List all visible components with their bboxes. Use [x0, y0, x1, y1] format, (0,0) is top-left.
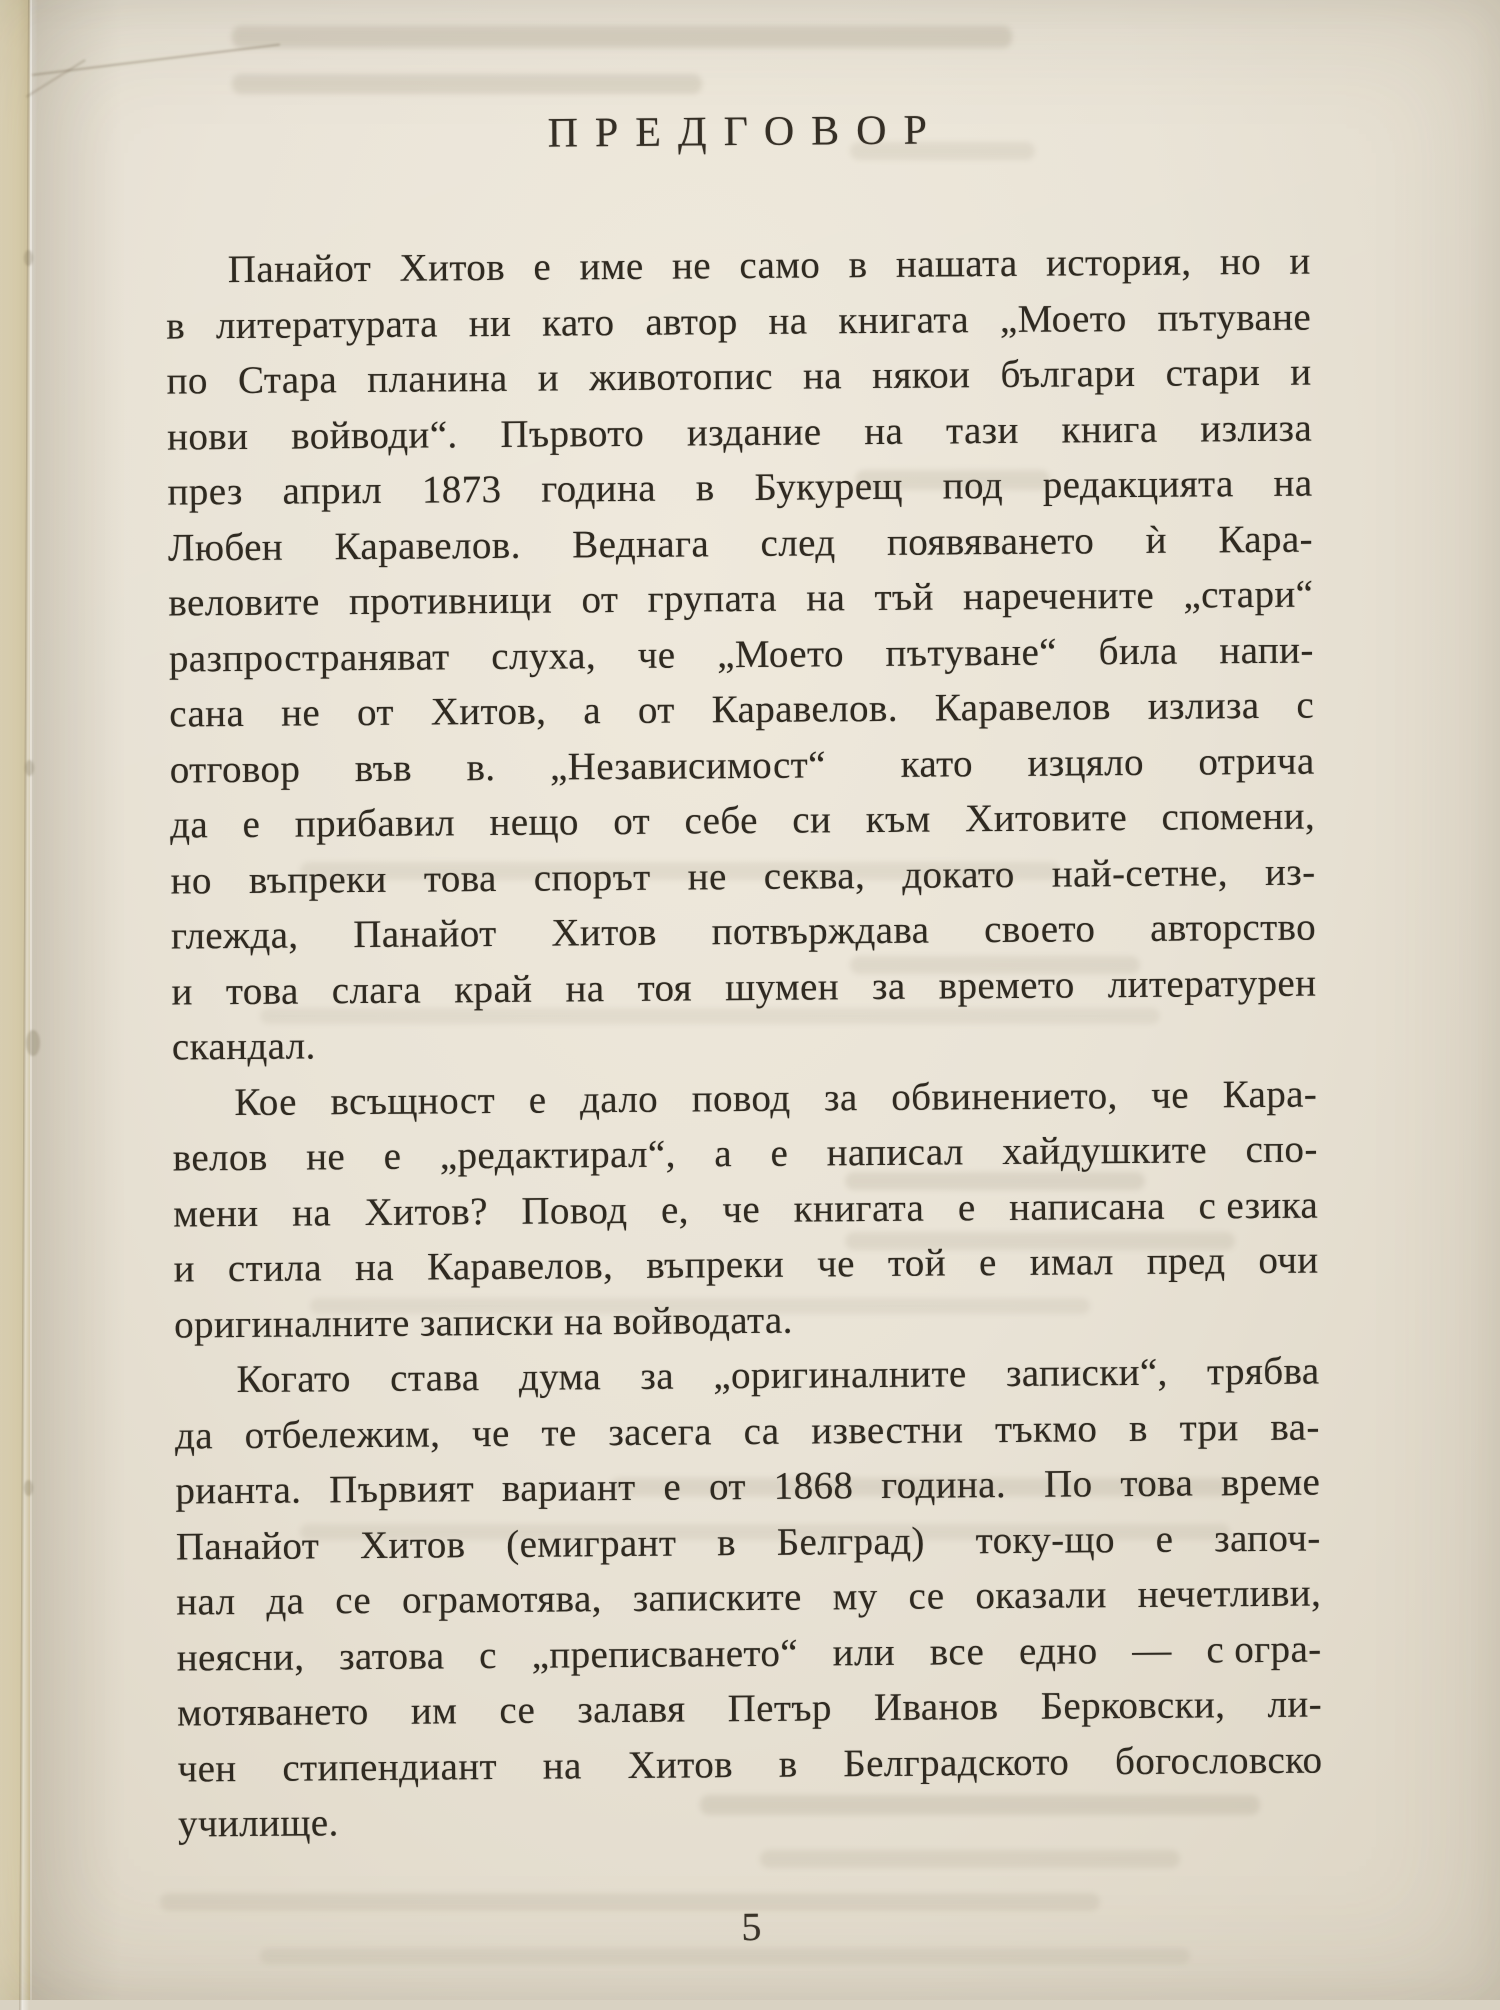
text-line: неясни, затова с „преписването“ или все едно — с огра- — [176, 1627, 1322, 1680]
text-line: училище. — [177, 1801, 339, 1846]
text-line: Когато става дума за „оригиналните записки“, трябва — [236, 1349, 1320, 1402]
text-line: Любен Каравелов. Веднага след появяването ѝ Кара- — [167, 517, 1314, 570]
text-line: и стила на Каравелов, въпреки че той е имал пред очи — [173, 1238, 1319, 1291]
text-line: и това слага край на тоя шумен за времето литературен — [171, 961, 1317, 1014]
text-line: да е прибавил нещо от себе си към Хитовите спомени, — [170, 794, 1316, 847]
body-text — [166, 239, 1324, 1857]
page-number: 5 — [741, 1903, 762, 1950]
page-title: ПРЕДГОВОР — [547, 107, 945, 157]
text-line: в литературата ни като автор на книгата „Моето пътуване — [166, 295, 1312, 348]
text-line: сана не от Хитов, а от Каравелов. Каравелов излиза с — [169, 683, 1315, 736]
text-line: по Стара планина и животопис на някои българи стари и — [166, 350, 1312, 403]
text-line: но въпреки това спорът не секва, докато най-сетне, из- — [170, 850, 1316, 903]
text-line: веловите противници от групата на тъй наречените „стари“ — [168, 572, 1314, 625]
text-line: Панайот Хитов (емигрант в Белград) току-що е започ- — [175, 1516, 1321, 1569]
text-line: оригиналните записки на войводата. — [173, 1298, 793, 1347]
text-line: нал да се ограмотява, записките му се оказали нечетливи, — [176, 1571, 1322, 1624]
text-line: разпространяват слуха, че „Моето пътуване“ била напи- — [168, 628, 1314, 681]
text-line: глежда, Панайот Хитов потвърждава своето авторство — [170, 905, 1317, 958]
text-line: рианта. Първият вариант е от 1868 година. По това време — [175, 1460, 1321, 1513]
text-line: Панайот Хитов е име не само в нашата история, но и — [227, 239, 1311, 292]
text-line: скандал. — [171, 1024, 316, 1069]
text-line: мотяването им се залавя Петър Иванов Берковски, ли- — [176, 1682, 1323, 1735]
text-line: нови войводи“. Първото издание на тази книга излиза — [166, 406, 1313, 459]
text-line: да отбележим, че те засега са известни тъкмо в три ва- — [174, 1405, 1320, 1458]
text-line: през април 1873 година в Букурещ под редакцията на — [167, 461, 1313, 514]
text-line: отговор във в. „Независимост“ като изцяло отрича — [169, 739, 1315, 792]
text-line: Кое всъщност е дало повод за обвинението, че Кара- — [234, 1072, 1318, 1124]
text-line: чен стипендиант на Хитов в Белградското богословско — [177, 1738, 1323, 1791]
text-line: велов не е „редактирал“, а е написал хайдушките спо- — [172, 1127, 1318, 1180]
text-line: мени на Хитов? Повод е, че книгата е написана с езика — [173, 1183, 1319, 1236]
